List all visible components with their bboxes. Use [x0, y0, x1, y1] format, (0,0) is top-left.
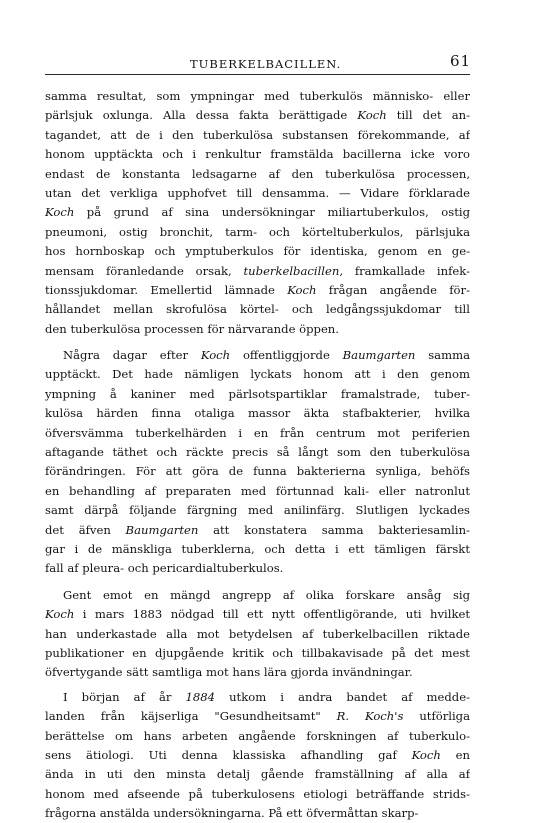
- text-line: hållandet mellan skrofulösa körtel- och ledgångssjukdomar till: [45, 302, 470, 317]
- text-line: landen från käjserliga "Gesundheitsamt" R. Koch's utförliga: [45, 709, 470, 724]
- text-line: tionssjukdomar. Emellertid lämnade Koch frågan angående för-: [45, 282, 470, 297]
- text-line: förändringen. För att göra de funna bakterierna synliga, behöfs: [45, 464, 470, 479]
- page-header: [40, 52, 470, 72]
- text-line: gar i de mänskliga tuberklerna, och detta i ett tämligen färskt: [45, 541, 470, 556]
- text-line: hos hornboskap och ymptuberkulos för identiska, genom en ge-: [45, 244, 470, 259]
- paragraph-2: [45, 346, 470, 579]
- paragraph-1: [45, 87, 470, 339]
- text-line: utan det verkliga upphofvet till densamma. — Vidare förklarade: [45, 185, 470, 200]
- text-line: aftagande täthet och räckte precis så långt som den tuberkulösa: [45, 445, 470, 460]
- text-line: samma resultat, som ympningar med tuberkulös människo- eller: [45, 89, 470, 103]
- text-line: pärlsjuk oxlunga. Alla dessa fakta berättigade Koch till det an-: [45, 108, 470, 123]
- text-line: ympning å kaniner med pärlsotspartiklar framalstrade, tuber-: [45, 386, 470, 401]
- text-line: tagandet, att de i den tuberkulösa substansen förekommande, af: [45, 127, 470, 142]
- text-line: berättelse om hans arbeten angående forskningen af tuberkulo-: [45, 728, 470, 743]
- text-line: upptäckt. Det hade nämligen lyckats honom att i den genom: [45, 367, 470, 382]
- text-line: han underkastade alla mot betydelsen af tuberkelbacillen riktade: [45, 626, 470, 641]
- text-line: mensam föranledande orsak, tuberkelbacillen, framkallade infek-: [45, 263, 470, 278]
- text-line: det äfven Baumgarten att konstatera samma bakteriesamlin-: [45, 522, 470, 537]
- page-number: 61: [450, 52, 472, 70]
- text-line: samt därpå följande färgning med anilinfärg. Slutligen lyckades: [45, 503, 470, 518]
- paragraph-gap: [45, 579, 470, 586]
- text-line: Koch på grund af sina undersökningar miliartuberkulos, ostig: [45, 205, 470, 220]
- text-line: pneumoni, ostig bronchit, tarm- och körteltuberkulos, pärlsjuka: [45, 224, 470, 239]
- header-rule: [45, 74, 470, 75]
- text-line: honom med afseende på tuberkulosens etiologi beträffande strids-: [45, 786, 470, 801]
- text-line: I början af år 1884 utkom i andra bandet af medde-: [63, 689, 470, 704]
- paragraph-4: [45, 688, 470, 823]
- text-line: en behandling af preparaten med förtunnad kali- eller natronlut: [45, 483, 470, 498]
- paragraph-3: [45, 586, 470, 683]
- paragraph-gap: [45, 339, 470, 346]
- text-line: honom upptäckta och i renkultur framstälda bacillerna icke voro: [45, 147, 470, 162]
- body-text: [45, 87, 470, 823]
- text-line: Gent emot en mängd angrepp af olika forskare ansåg sig: [63, 587, 470, 602]
- text-line: öfversvämma tuberkelhärden i en från centrum mot periferien: [45, 425, 470, 440]
- text-line: Några dagar efter Koch offentliggjorde Baumgarten samma: [63, 348, 470, 363]
- text-line: frågorna anstälda undersökningarna. På ett öfvermåttan skarp-: [45, 806, 419, 821]
- text-line: den tuberkulösa processen för närvarande öppen.: [45, 321, 339, 336]
- text-line: fall af pleura- och pericardialtuberkulos.: [45, 561, 284, 576]
- text-line: kulösa härden finna otaliga massor äkta stafbakterier, hvilka: [45, 406, 470, 421]
- running-title: TUBERKELBACILLEN.: [190, 57, 342, 71]
- text-line: öfvertygande sätt samtliga mot hans lära gjorda invändningar.: [45, 665, 413, 680]
- text-line: endast de konstanta ledsagarne af den tuberkulösa processen,: [45, 166, 470, 181]
- text-line: ända in uti den minsta detalj gående framställning af alla af: [45, 767, 470, 782]
- text-line: publikationer en djupgående kritik och tillbakavisade på det mest: [45, 645, 470, 660]
- text-line: sens ätiologi. Uti denna klassiska afhandling gaf Koch en: [45, 747, 470, 762]
- text-line: Koch i mars 1883 nödgad till ett nytt offentligörande, uti hvilket: [45, 607, 470, 622]
